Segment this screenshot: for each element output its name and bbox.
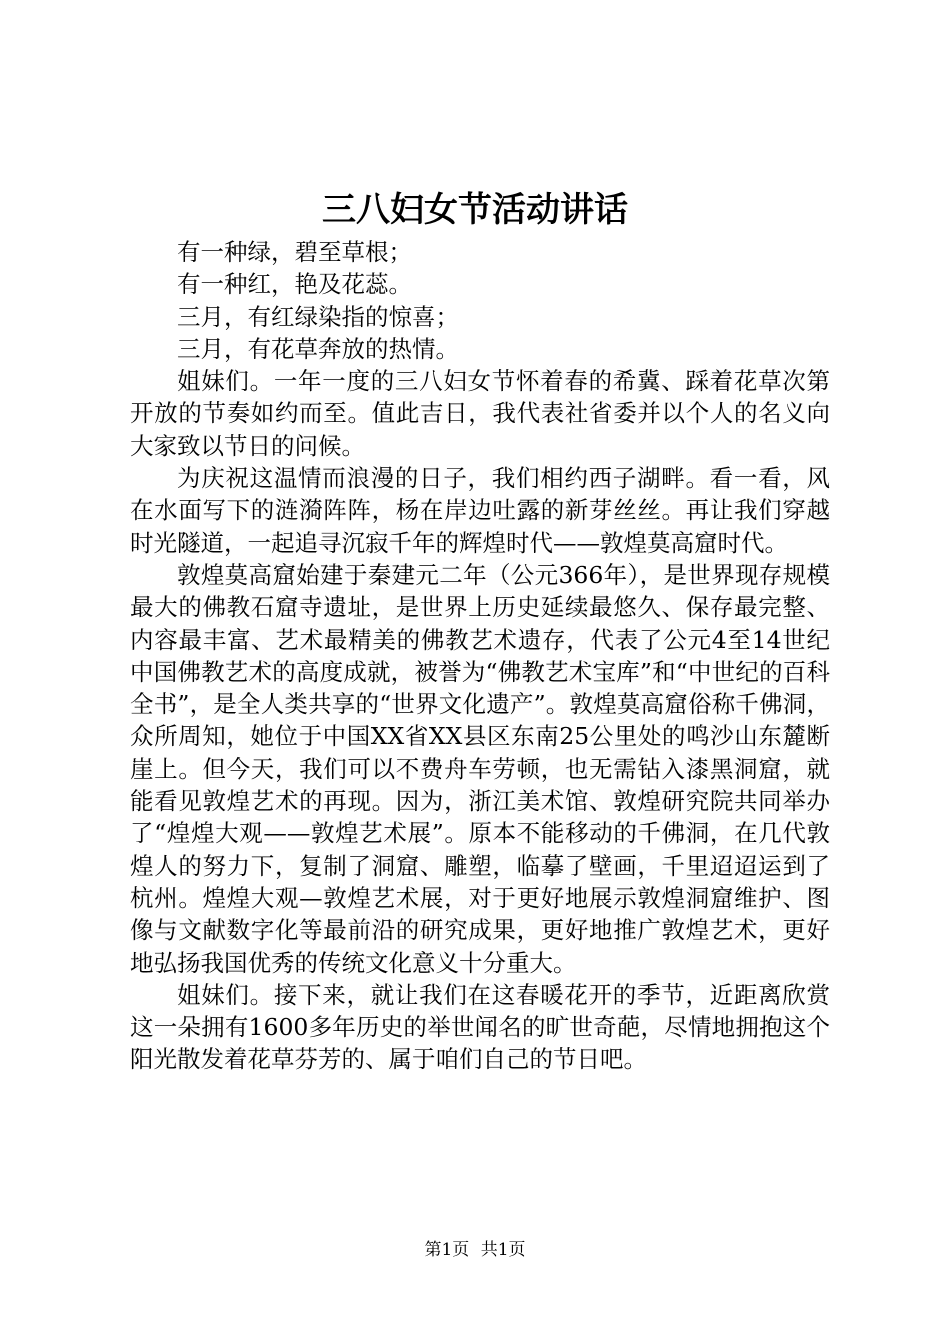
- paragraph: 姐妹们。接下来，就让我们在这春暖花开的季节，近距离欣赏这一朵拥有1600多年历史的举世闻名的旷世奇葩，尽情地拥抱这个阳光散发着花草芬芳的、属于咱们自己的节日吧。: [130, 980, 830, 1074]
- page-footer: [0, 1238, 950, 1262]
- paragraph: 有一种红，艳及花蕊。: [177, 270, 412, 299]
- page-title: 三八妇女节活动讲话: [322, 190, 628, 230]
- paragraph: 三月，有花草奔放的热情。: [177, 334, 459, 363]
- document-body: [130, 236, 830, 1076]
- paragraph: 三月，有红绿染指的惊喜；: [177, 302, 459, 331]
- paragraph: 姐妹们。一年一度的三八妇女节怀着春的希冀、踩着花草次第开放的节奏如约而至。值此吉日，我代表社省委并以个人的名义向大家致以节日的问候。: [130, 367, 830, 460]
- paragraph: 为庆祝这温情而浪漫的日子，我们相约西子湖畔。看一看，风在水面写下的涟漪阵阵，杨在岸边吐露的新芽丝丝。再让我们穿越时光隧道，一起追寻沉寂千年的辉煌时代——敦煌莫高窟时代。: [130, 464, 830, 557]
- paragraph: 敦煌莫高窟始建于秦建元二年（公元366年），是世界现存规模最大的佛教石窟寺遗址，是世界上历史延续最悠久、保存最完整、内容最丰富、艺术最精美的佛教艺术遗存，代表了公元4至14世纪中国佛教艺术的高度成就，被誉为“佛教艺术宝库”和“中世纪的百科全书”，是全人类共享的“世界文化遗产”。敦煌莫高窟俗称千佛洞，众所周知，她位于中国XX省XX县区东南25公里处的鸣沙山东麓断崖上。但今天，我们可以不费舟车劳顿，也无需钻入漆黑洞窟，就能看见敦煌艺术的再现。因为，浙江美术馆、敦煌研究院共同举办了“煌煌大观——敦煌艺术展”。原本不能移动的千佛洞，在几代敦煌人的努力下，复制了洞窟、雕塑，临摹了壁画，千里迢迢运到了杭州。煌煌大观—敦煌艺术展，对于更好地展示敦煌洞窟维护、图像与文献数字化等最前沿的研究成果，更好地推广敦煌艺术，更好地弘扬我国优秀的传统文化意义十分重大。: [130, 560, 830, 977]
- paragraph: 有一种绿，碧至草根；: [177, 238, 412, 266]
- page-number: 第1页: [424, 1240, 470, 1260]
- page-total: 共1页: [480, 1240, 526, 1260]
